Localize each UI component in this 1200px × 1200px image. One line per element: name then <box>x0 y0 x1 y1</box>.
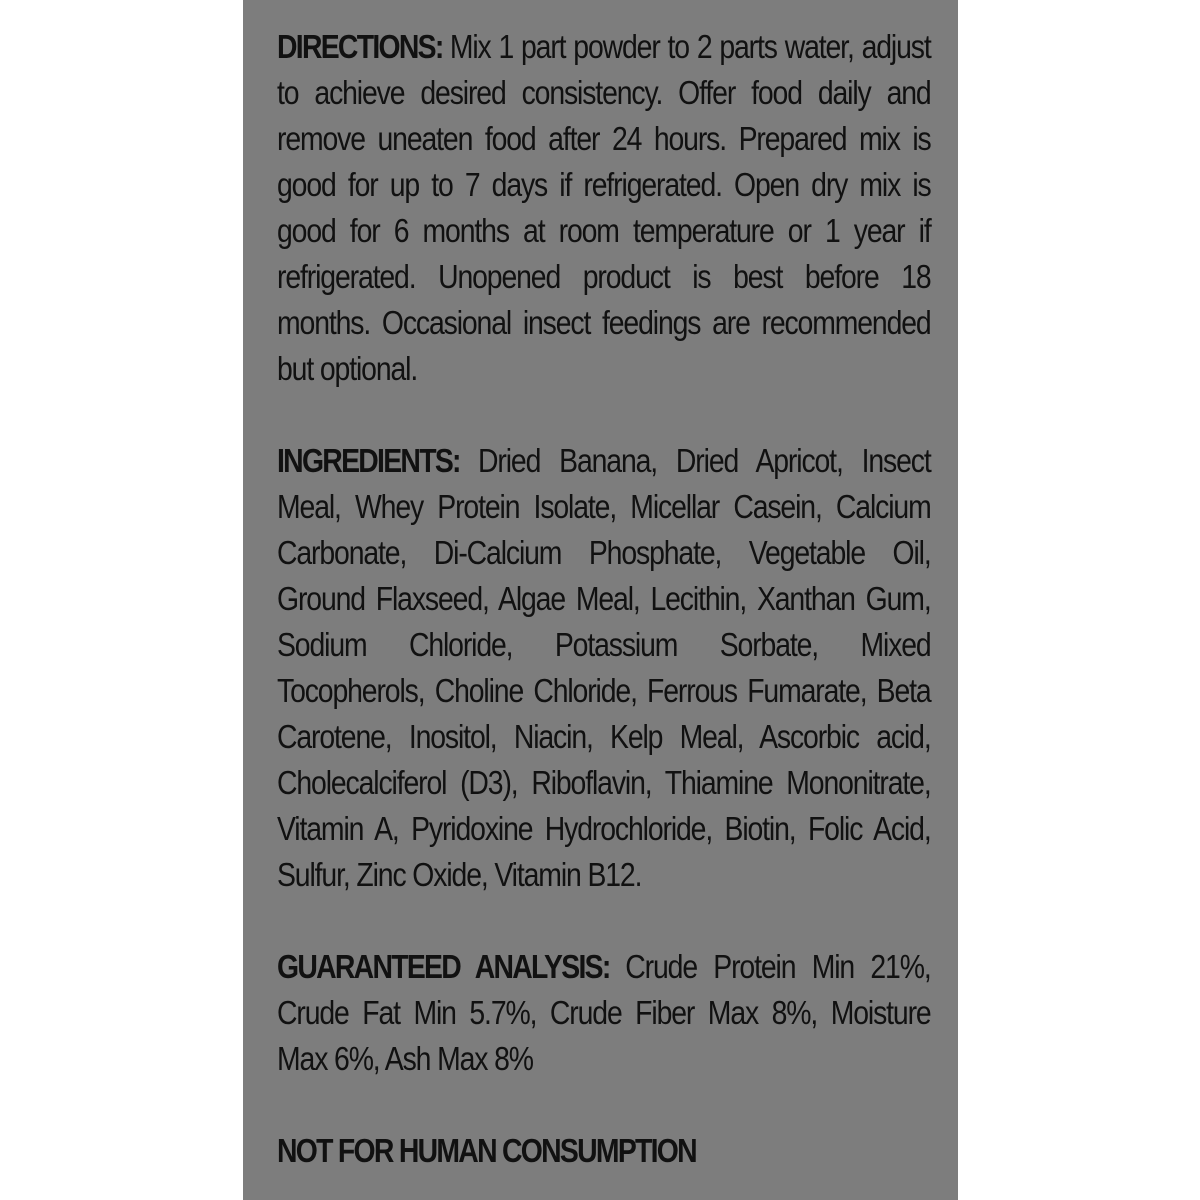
guaranteed-analysis-section <box>277 944 931 1082</box>
directions-text: Mix 1 part powder to 2 parts water, adjust to achieve desired consistency. Offer food daily and remove uneaten food after 24 hours. Prepared mix is good for up to 7 days if refrigerated. Open dry mix is good for 6 months at room temperature or 1 year if refrigerated. Unopened product is best before 18 months. Occasional insect feedings are recommended but optional. <box>277 28 931 387</box>
directions-heading: DIRECTIONS: <box>277 28 450 65</box>
nutrition-label-panel <box>243 0 958 1200</box>
warning-text: NOT FOR HUMAN CONSUMPTION <box>277 1132 696 1169</box>
guaranteed-analysis-text: Crude Protein Min 21%, Crude Fat Min 5.7%, Crude Fiber Max 8%, Moisture Max 6%, Ash Max 8% <box>277 948 931 1077</box>
guaranteed-analysis-heading: GUARANTEED ANALYSIS: <box>277 948 626 985</box>
ingredients-section <box>277 438 931 898</box>
directions-section <box>277 24 931 392</box>
ingredients-text: Dried Banana, Dried Apricot, Insect Meal, Whey Protein Isolate, Micellar Casein, Calcium Carbonate, Di-Calcium Phosphate, Vegetable Oil, Ground Flaxseed, Algae Meal, Lecithin, Xanthan Gum, Sodium Chloride, Potassium Sorbate, Mixed Tocopherols, Choline Chloride, Ferrous Fumarate, Beta Carotene, Inositol, Niacin, Kelp Meal, Ascorbic acid, Cholecalciferol (D3), Riboflavin, Thiamine Mononitrate, Vitamin A, Pyridoxine Hydrochloride, Biotin, Folic Acid, Sulfur, Zinc Oxide, Vitamin B12. <box>277 442 931 893</box>
ingredients-heading: INGREDIENTS: <box>277 442 479 479</box>
